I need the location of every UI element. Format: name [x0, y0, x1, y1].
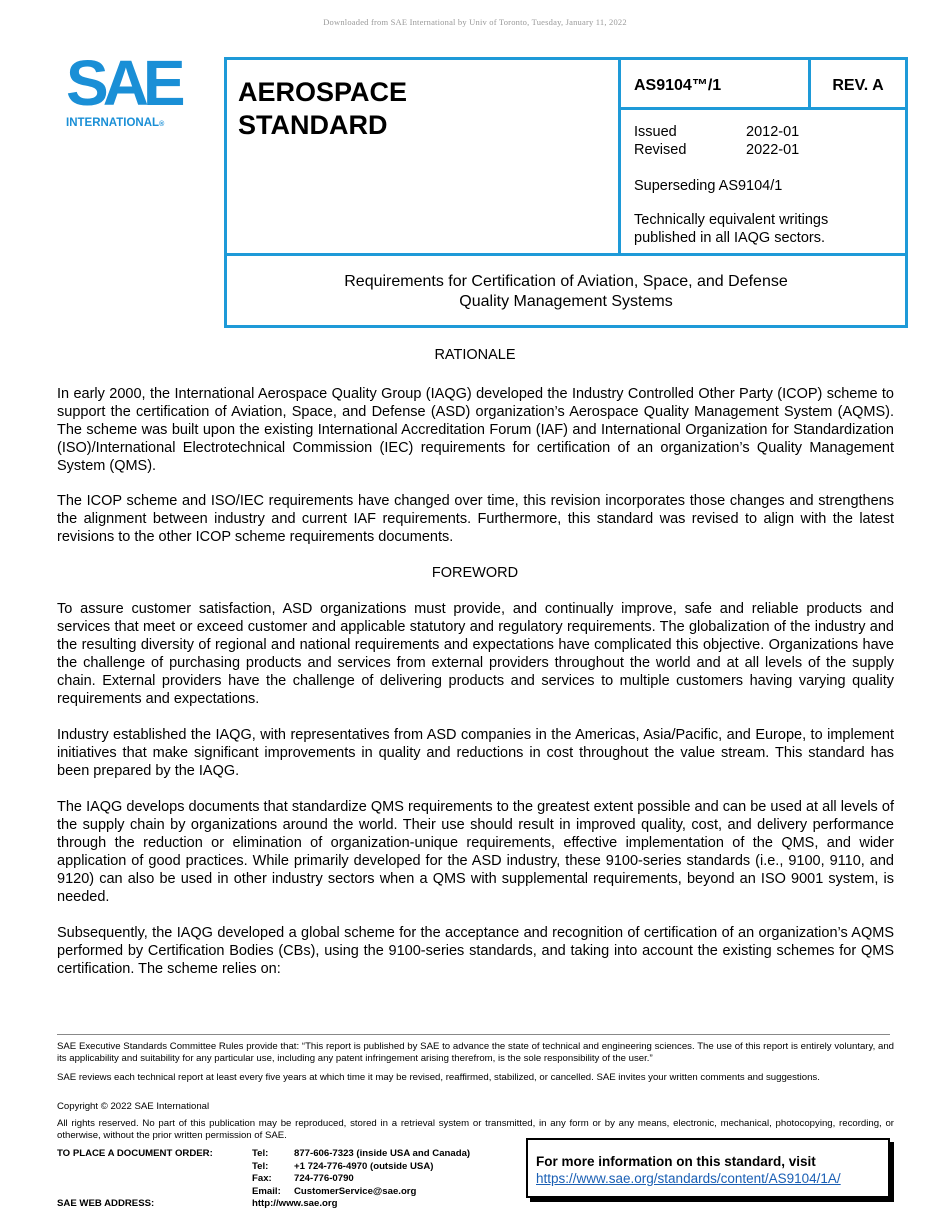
foreword-heading: FOREWORD [431, 565, 519, 581]
subject-line-1: Requirements for Certification of Aviation, Space, and Defense [344, 273, 788, 290]
web-address-label: SAE WEB ADDRESS: [57, 1198, 155, 1209]
document-type-title: AEROSPACE STANDARD [238, 77, 408, 140]
document-type-box [224, 57, 621, 256]
sae-logo-subtitle [66, 117, 164, 129]
issued-label: Issued [634, 124, 677, 140]
document-id-box [618, 57, 811, 110]
sae-logo-wordmark: SAE [66, 47, 180, 119]
more-info-link[interactable]: https://www.sae.org/standards/content/AS9104/1A/ [536, 1171, 841, 1186]
contact-row-fax [252, 1173, 522, 1186]
document-subject-box [224, 253, 908, 328]
download-watermark-note: Downloaded from SAE International by Univ of Toronto, Tuesday, January 11, 2022 [323, 17, 627, 27]
foreword-paragraph-2: Industry established the IAQG, with representatives from ASD companies in the Americas, Asia/Pacific, and Europe, to implement initiatives that make significant improvements in quality and reductions in cost throughout the value stream. This standard has been prepared by the IAQG. [57, 727, 894, 779]
more-info-box [526, 1138, 890, 1198]
web-address[interactable]: http://www.sae.org [252, 1198, 338, 1209]
rules-notice: SAE Executive Standards Committee Rules provide that: “This report is published by SAE to advance the state of technical and engineering sciences. The use of this report is entirely voluntary, and its applicability and suitability for any particular use, including any patent infringement arising therefrom, is the sole responsibility of the user.” [57, 1041, 894, 1064]
revised-label: Revised [634, 142, 687, 158]
contact-value: +1 724-776-4970 (outside USA) [294, 1160, 434, 1172]
revised-value: 2022-01 [746, 142, 800, 158]
contact-label: Tel: [252, 1160, 269, 1172]
order-label: TO PLACE A DOCUMENT ORDER: [57, 1148, 213, 1159]
contact-value: 724-776-0790 [294, 1173, 354, 1184]
rationale-heading: RATIONALE [434, 347, 516, 363]
copyright-notice: Copyright © 2022 SAE International [57, 1101, 210, 1112]
revision-box [808, 57, 908, 110]
contact-row-email [252, 1186, 522, 1199]
revision-label: REV. A [832, 77, 884, 94]
document-subject [227, 272, 905, 312]
contact-value: CustomerService@sae.org [294, 1185, 417, 1197]
footer-divider [57, 1034, 890, 1035]
issue-info-box [618, 107, 908, 256]
contact-list [252, 1148, 522, 1211]
registered-mark: ® [159, 121, 165, 128]
contact-label: Email: [252, 1185, 281, 1197]
equivalence-note-line2: published in all IAQG sectors. [634, 230, 826, 246]
rights-notice: All rights reserved. No part of this publication may be reproduced, stored in a retrieval system or transmitted, in any form or by any means, electronic, mechanical, photocopying, recording, or otherwise, without the prior written permission of SAE. [57, 1118, 894, 1141]
rationale-paragraph-1: In early 2000, the International Aerospace Quality Group (IAQG) developed the Industry Controlled Other Party (ICOP) scheme to support the certification of Aviation, Space, and Defense (ASD) organization’s Aerospace Quality Management System (AQMS). The scheme was built upon the existing International Accreditation Forum (IAF) and International Organization for Standardization (ISO)/International Electrotechnical Commission (IEC) requirements for certification of an organization’s Quality Management System (QMS). [57, 386, 894, 474]
contact-value: 877-606-7323 (inside USA and Canada) [294, 1148, 471, 1159]
foreword-paragraph-1: To assure customer satisfaction, ASD organizations must provide, and continually improve, safe and reliable products and services that meet or exceed customer and applicable statutory and regulatory requirements. The globalization of the industry and the resulting diversity of regional and national requirements and expectations have complicated this objective. Organizations have the challenge of purchasing products and services from external providers throughout the world and at all levels of the supply chain. External providers have the challenge of delivering products and services to multiple customers having varying quality requirements and expectations. [57, 601, 894, 707]
sae-logo-subtitle-text: INTERNATIONAL [66, 117, 160, 129]
foreword-paragraph-3: The IAQG develops documents that standardize QMS requirements to the greatest extent possible and can be used at all levels of the supply chain by organizations around the world. Their use should result in improved quality, cost, and delivery performance through the reduction or elimination of organization-unique requirements, effective implementation of the QMS, and wider application of good practices. While primarily developed for the ASD industry, these 9100-series standards (i.e., 9100, 9110, and 9120) can also be used in other industry sectors when a QMS with supplemental requirements, beyond an ISO 9001 system, is needed. [57, 799, 894, 905]
more-info-title: For more information on this standard, visit [536, 1154, 816, 1169]
subject-line-2: Quality Management Systems [459, 293, 673, 310]
issued-value: 2012-01 [746, 124, 800, 140]
sae-logo [66, 47, 186, 132]
contact-row-phone-domestic [252, 1148, 522, 1161]
contact-row-phone-international [252, 1161, 522, 1174]
rationale-paragraph-2: The ICOP scheme and ISO/IEC requirements have changed over time, this revision incorporates those changes and strengthens the alignment between industry and current IAF requirements. Furthermore, this standard was revised to align with the latest revisions to the other ICOP scheme requirements documents. [57, 493, 894, 545]
review-notice: SAE reviews each technical report at least every five years at which time it may be revised, reaffirmed, stabilized, or cancelled. SAE invites your written comments and suggestions. [57, 1072, 820, 1083]
equivalence-note-line1: Technically equivalent writings [634, 212, 829, 228]
contact-label: Fax: [252, 1173, 272, 1184]
superseding-note: Superseding AS9104/1 [634, 178, 783, 194]
contact-label: Tel: [252, 1148, 269, 1159]
document-id: AS9104™/1 [634, 77, 722, 94]
foreword-paragraph-4: Subsequently, the IAQG developed a global scheme for the acceptance and recognition of certification of an organization’s AQMS performed by Certification Bodies (CBs), using the 9100-series standards, and taking into account the existing schemes for QMS certification. The scheme relies on: [57, 925, 894, 977]
